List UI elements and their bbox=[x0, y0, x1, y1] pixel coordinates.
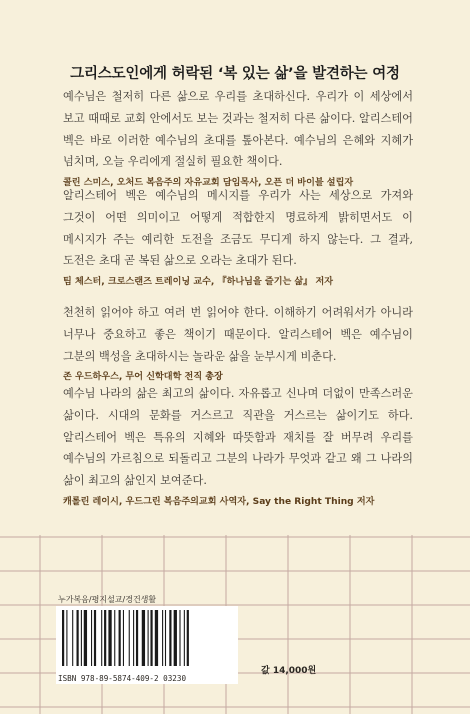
barcode-bar bbox=[169, 610, 171, 666]
barcode-bar bbox=[165, 610, 166, 666]
barcode-bar bbox=[77, 610, 79, 666]
barcode-bar bbox=[119, 610, 121, 666]
headline: 그리스도인에게 허락된 ‘복 있는 삶’을 발견하는 여정 bbox=[70, 66, 400, 82]
endorsement-author: 존 우드하우스, 무어 신학대학 전직 총장 bbox=[63, 372, 223, 383]
endorsement-text: 예수님은 철저히 다른 삶으로 우리를 초대하신다. 우리가 이 세상에서 보고 때때로 교회 안에서도 보는 것과는 철저히 다른 삶이다. 알리스테어 벡은 바로 이러한 예수님의 초대를 톺아본다. 예수님의 은혜와 지혜가 넘치며, 오늘 우리에게 절실히 필요한 책이다. bbox=[63, 90, 413, 169]
barcode bbox=[58, 608, 236, 670]
barcode-bar bbox=[91, 610, 92, 666]
barcode-bar bbox=[101, 610, 102, 666]
publisher-category: 누가복음/평지설교/경건생활 bbox=[58, 595, 157, 604]
barcode-bar bbox=[84, 610, 87, 666]
endorsement-1 bbox=[63, 86, 413, 188]
endorsement-4 bbox=[63, 383, 413, 507]
barcode-bar bbox=[133, 610, 134, 666]
barcode-bar bbox=[155, 610, 158, 666]
endorsement-text: 예수님 나라의 삶은 최고의 삶이다. 자유롭고 신나며 더없이 만족스러운 삶이다. 시대의 문화를 거스르고 직관을 거스르는 삶이기도 하다. 알리스테어 벡은 특유의 지혜와 따뜻함과 재치를 잘 버무려 우리를 예수님의 가르침으로 되돌리고 그분의 나라가 무엇과 같고 왜 그 나라의 삶이 최고의 삶인지 보여준다. bbox=[63, 387, 413, 488]
barcode-bar bbox=[81, 610, 82, 666]
endorsement-text: 알리스테어 벡은 예수님의 메시지를 우리가 사는 세상으로 가져와 그것이 어떤 의미이고 어떻게 적합한지 명료하게 밝히면서도 이 메시지가 주는 예리한 도전을 조금도 무디게 하지 않는다. 그 결과, 도전은 초대 곧 복된 삶으로 오라는 초대가 된다. bbox=[63, 189, 413, 268]
barcode-bar bbox=[72, 610, 73, 666]
barcode-bar bbox=[94, 610, 96, 666]
barcode-bar bbox=[162, 610, 163, 666]
endorsement-3 bbox=[63, 302, 413, 382]
barcode-bar bbox=[142, 610, 145, 666]
endorsement-author: 콜린 스미스, 오처드 복음주의 자유교회 담임목사, 오픈 더 바이블 설립자 bbox=[63, 178, 354, 189]
price-label: 값 14,000원 bbox=[261, 666, 317, 676]
endorsement-2 bbox=[63, 185, 413, 287]
barcode-bar bbox=[114, 610, 115, 666]
endorsement-author: 캐롤린 레이시, 우드그린 복음주의교회 사역자, Say the Right Thing 저자 bbox=[63, 496, 375, 507]
endorsement-text: 천천히 읽어야 하고 여러 번 읽어야 한다. 이해하기 어려워서가 아니라 너무나 중요하고 좋은 책이기 때문이다. 알리스테어 벡은 예수님이 그분의 백성을 초대하시는 놀라운 삶을 눈부시게 비춘다. bbox=[63, 306, 413, 363]
barcode-bar bbox=[150, 610, 152, 666]
barcode-bar bbox=[104, 610, 106, 666]
endorsement-author: 팀 체스터, 크로스랜즈 트레이닝 교수, 『하나님을 즐기는 삶』 저자 bbox=[63, 277, 334, 288]
barcode-bar bbox=[187, 610, 189, 666]
barcode-bar bbox=[148, 610, 149, 666]
barcode-bar bbox=[184, 610, 185, 666]
barcode-bar bbox=[129, 610, 130, 666]
barcode-bar bbox=[174, 610, 177, 666]
barcode-bar bbox=[123, 610, 124, 666]
barcode-bar bbox=[66, 610, 67, 666]
barcode-bar bbox=[108, 610, 111, 666]
barcode-bar bbox=[136, 610, 138, 666]
barcode-bar bbox=[179, 610, 180, 666]
barcode-bar bbox=[62, 610, 64, 666]
isbn-text: ISBN 978-89-5874-409-2 03230 bbox=[58, 674, 187, 683]
